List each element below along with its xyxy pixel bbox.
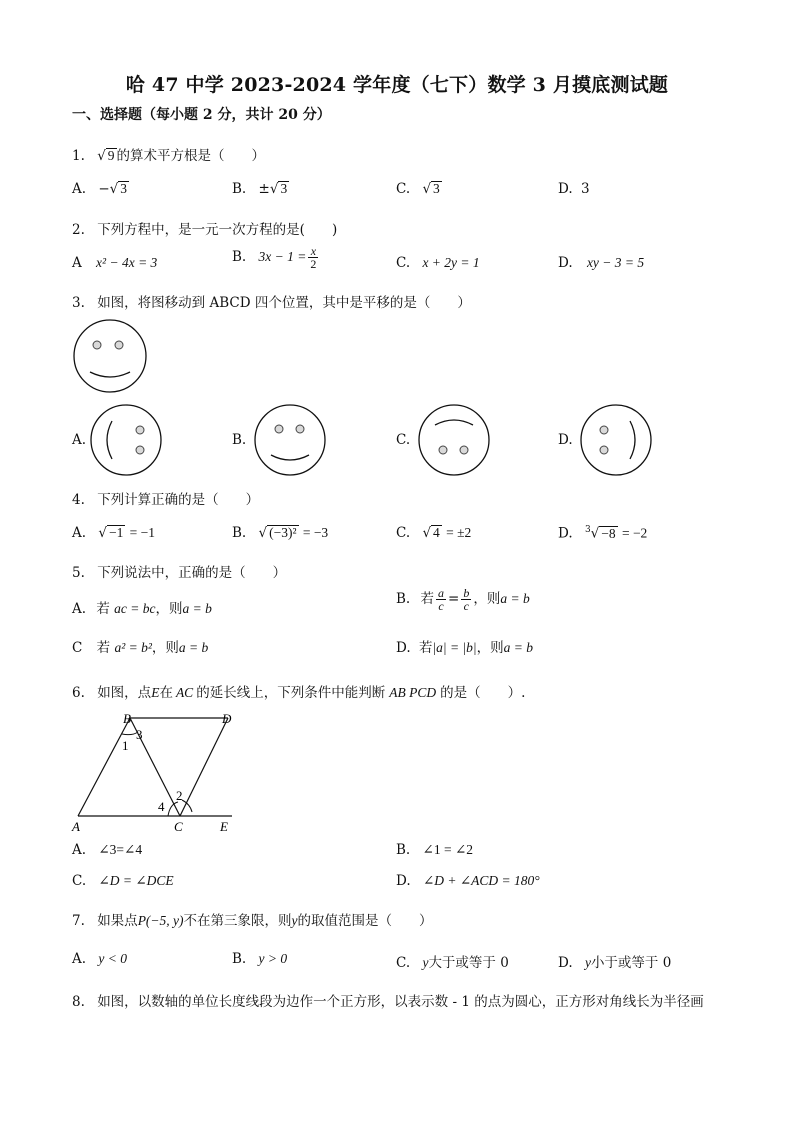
q1-number: 1. — [72, 148, 85, 164]
label-e: E — [220, 819, 228, 834]
q3-option-b-label[interactable]: B. — [232, 432, 247, 448]
q5-option-c[interactable]: C 若 a² = b²，则a = b — [72, 640, 209, 656]
q4-option-b[interactable]: B. √ (−3)² = −3 — [232, 525, 329, 541]
question-2: 2. 下列方程中，是一元一次方程的是( ) — [72, 222, 338, 238]
angle-label-2: 2 — [176, 788, 183, 803]
smiley-option-b[interactable] — [250, 403, 330, 477]
label-a: A — [72, 819, 80, 834]
q3-option-d-label[interactable]: D. — [558, 432, 573, 448]
q1-sqrt: √ 9 — [97, 148, 115, 164]
q2-option-b[interactable]: B. 3x − 1 = $\frac{x}{2}$ — [232, 244, 317, 271]
q5-option-d[interactable]: D. 若|a| = |b|，则a = b — [396, 640, 534, 656]
q7-option-a[interactable]: A. y < 0 — [72, 951, 127, 967]
q6-option-b[interactable]: B. ∠1 = ∠2 — [396, 842, 474, 858]
question-7: 7. 如果点P(−5, y)不在第三象限，则y的取值范围是（ ） — [72, 913, 433, 929]
question-3: 3. 如图，将图移动到 ABCD 四个位置，其中是平移的是（ ） — [72, 295, 471, 311]
q3-option-a-label[interactable]: A. — [72, 432, 87, 448]
label-d: D — [222, 711, 232, 726]
angle-label-1: 1 — [122, 738, 129, 753]
q4-option-c[interactable]: C. √ 4 = ±2 — [396, 525, 472, 541]
q1-option-b[interactable]: B. ±√ 3 — [232, 181, 288, 197]
q1-option-d[interactable]: D. 3 — [558, 181, 590, 197]
q1-option-a[interactable]: A. −√ 3 — [72, 181, 128, 197]
question-8: 8. 如图，以数轴的单位长度线段为边作一个正方形，以表示数 - 1 的点为圆心，正方形对角线长为半径画 — [72, 994, 704, 1010]
label-b: B — [123, 711, 131, 726]
question-6: 6. 如图，点E在 AC 的延长线上，下列条件中能判断 AB PCD 的是（ ）. — [72, 685, 526, 701]
q2-option-d[interactable]: D. xy − 3 = 5 — [558, 255, 645, 271]
q2-option-c[interactable]: C. x + 2y = 1 — [396, 255, 480, 271]
q5-option-b[interactable]: B. 若 $\frac{a}{c}$ = $\frac{b}{c}$ ，则a = b — [396, 586, 530, 613]
smiley-option-d[interactable] — [576, 403, 656, 477]
q4-option-a[interactable]: A. √ −1 = −1 — [72, 525, 155, 541]
q5-option-a[interactable]: A. 若 ac = bc，则a = b — [72, 601, 212, 617]
question-5: 5. 下列说法中，正确的是（ ） — [72, 565, 287, 581]
q1-option-c[interactable]: C. √ 3 — [396, 181, 440, 197]
smiley-option-c[interactable] — [414, 403, 494, 477]
q7-option-c[interactable]: C. y大于或等于 0 — [396, 955, 509, 971]
q4-option-d[interactable]: D. $^3$√ −8 = −2 — [558, 525, 648, 542]
q1-stem: 的算术平方根是（ ） — [116, 148, 266, 164]
smiley-original-figure — [70, 318, 150, 394]
section-heading: 一、选择题（每小题 2 分，共计 20 分） — [72, 107, 331, 123]
smiley-option-a[interactable] — [86, 403, 166, 477]
q3-option-c-label[interactable]: C. — [396, 432, 411, 448]
page-title: 哈 47 中学 2023-2024 学年度（七下）数学 3 月摸底测试题 — [125, 74, 669, 96]
q6-option-c[interactable]: C. ∠D = ∠DCE — [72, 873, 174, 889]
q7-option-b[interactable]: B. y > 0 — [232, 951, 288, 967]
angle-label-4: 4 — [158, 799, 165, 814]
label-c: C — [174, 819, 183, 834]
parallelogram-figure — [70, 708, 250, 836]
question-4: 4. 下列计算正确的是（ ） — [72, 492, 260, 508]
q2-option-a[interactable]: A x² − 4x = 3 — [72, 255, 158, 271]
q6-option-a[interactable]: A. ∠3=∠4 — [72, 842, 143, 858]
q6-option-d[interactable]: D. ∠D + ∠ACD = 180° — [396, 873, 540, 889]
angle-label-3: 3 — [136, 727, 143, 742]
question-1 — [72, 144, 265, 164]
q7-option-d[interactable]: D. y小于或等于 0 — [558, 955, 672, 971]
